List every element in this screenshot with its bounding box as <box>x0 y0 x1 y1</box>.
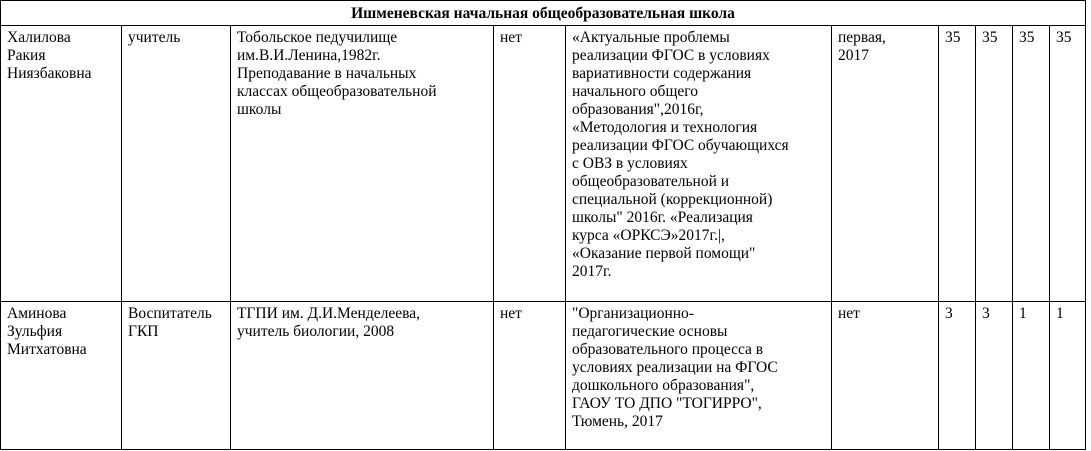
education-line: Тобольское педучилище <box>237 29 398 46</box>
courses-line: «Актуальные проблемы <box>572 29 730 46</box>
position-line: учитель <box>128 29 181 46</box>
education-cell <box>231 302 494 450</box>
courses-line: Тюмень, 2017 <box>572 413 663 430</box>
courses-line: начального общего <box>572 83 698 100</box>
name-line: Митхатовна <box>7 341 87 358</box>
courses-line: «Методология и технология <box>572 119 758 136</box>
name-cell <box>1 302 122 450</box>
position-line: ГКП <box>128 323 159 340</box>
position-cell <box>122 302 231 450</box>
name-line: Ниязбаковна <box>7 65 92 82</box>
courses-line: «Оказание первой помощи" <box>572 245 756 262</box>
category-cell <box>832 302 939 450</box>
position-cell <box>122 26 231 302</box>
category-cell <box>832 26 939 302</box>
courses-line: курса «ОРКСЭ»2017г.|, <box>572 227 725 244</box>
education-line: школы <box>237 101 282 118</box>
category-line: нет <box>838 305 860 322</box>
courses-line: с ОВЗ в условиях <box>572 155 688 172</box>
courses-line: образовательного процесса в <box>572 341 764 358</box>
experience-cell: 3 <box>976 302 1013 450</box>
courses-line: "Организационно- <box>572 305 694 322</box>
education-line: ТГПИ им. Д.И.Менделеева, <box>237 305 420 322</box>
name-line: Халилова <box>7 29 71 46</box>
experience-cell: 1 <box>1013 302 1050 450</box>
degree-cell <box>494 302 566 450</box>
experience-cell: 35 <box>939 26 976 302</box>
experience-cell: 35 <box>1013 26 1050 302</box>
category-line: первая, <box>838 29 886 46</box>
courses-line: 2017г. <box>572 263 612 280</box>
name-line: Аминова <box>7 305 67 322</box>
degree-line: нет <box>500 305 522 322</box>
school-title: Ишменевская начальная общеобразовательная школа <box>1 1 1086 26</box>
name-line: Ракия <box>7 47 46 64</box>
courses-line: дошкольного образования", <box>572 377 755 394</box>
experience-cell: 3 <box>939 302 976 450</box>
education-line: учитель биологии, 2008 <box>237 323 395 340</box>
category-line: 2017 <box>838 47 869 64</box>
courses-line: педагогические основы <box>572 323 728 340</box>
courses-cell <box>566 26 832 302</box>
courses-line: условиях реализации на ФГОС <box>572 359 778 376</box>
education-line: Преподавание в начальных <box>237 65 417 82</box>
degree-line: нет <box>500 29 522 46</box>
education-cell <box>231 26 494 302</box>
table-row <box>1 26 1086 302</box>
degree-cell <box>494 26 566 302</box>
courses-line: реализации ФГОС в условиях <box>572 47 770 64</box>
courses-cell <box>566 302 832 450</box>
courses-line: ГАОУ ТО ДПО "ТОГИРРО", <box>572 395 762 412</box>
name-line: Зульфия <box>7 323 63 340</box>
courses-line: реализации ФГОС обучающихся <box>572 137 789 154</box>
courses-line: общеобразовательной и <box>572 173 730 190</box>
experience-cell: 1 <box>1050 302 1086 450</box>
courses-line: образования",2016г, <box>572 101 704 118</box>
education-line: классах общеобразовательной <box>237 83 437 100</box>
education-line: им.В.И.Ленина,1982г. <box>237 47 381 64</box>
experience-cell: 35 <box>976 26 1013 302</box>
name-cell <box>1 26 122 302</box>
experience-cell: 35 <box>1050 26 1086 302</box>
courses-line: специальной (коррекционной) <box>572 191 773 208</box>
courses-line: школы" 2016г. «Реализация <box>572 209 753 226</box>
table-row <box>1 302 1086 450</box>
courses-line: вариативности содержания <box>572 65 752 82</box>
school-title-row <box>1 1 1086 26</box>
position-line: Воспитатель <box>128 305 212 322</box>
